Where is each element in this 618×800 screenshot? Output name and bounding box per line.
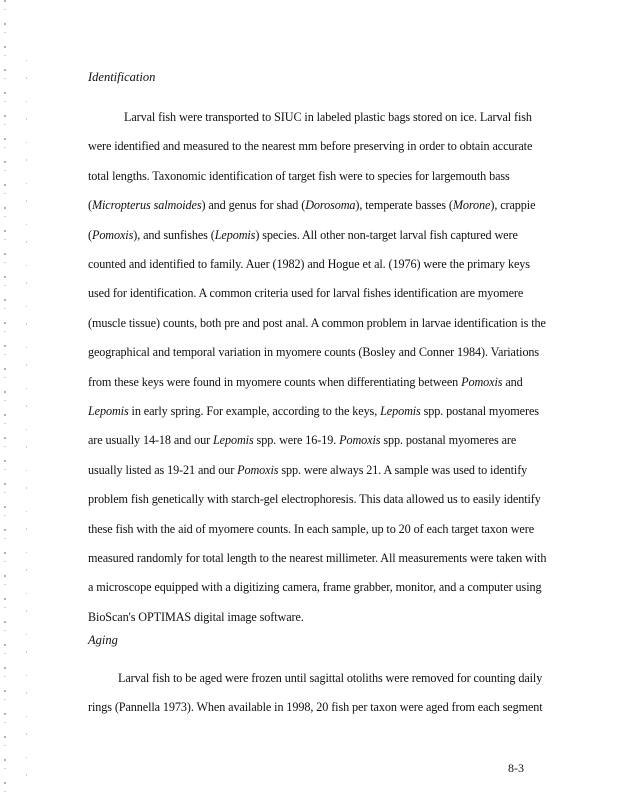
- text-run: (: [88, 198, 92, 213]
- paragraph-line: [88, 492, 541, 507]
- text-run: a microscope equipped with a digitizing camera, frame grabber, monitor, and a computer using: [88, 580, 542, 595]
- italic-taxon-name: Pomoxis: [339, 433, 381, 448]
- text-run: ), crappie: [490, 198, 536, 213]
- text-run: usually listed as 19-21 and our: [88, 462, 238, 477]
- text-run: spp. postanal myomeres: [420, 404, 539, 418]
- section-heading-identification: Identification: [88, 70, 156, 84]
- scan-binding-marks: [26, 60, 27, 780]
- page-number: 8-3: [508, 761, 524, 775]
- italic-taxon-name: Lepomis: [214, 227, 256, 242]
- paragraph-line: [88, 404, 539, 419]
- text-run: ), and sunfishes (: [133, 227, 215, 242]
- text-run: in early spring. For example, according to the keys,: [128, 404, 381, 418]
- paragraph-line: [88, 139, 532, 154]
- text-run: are usually 14-18 and our: [88, 433, 213, 448]
- text-run: ) species. All other non-target larval fish captured were: [255, 227, 518, 242]
- paragraph-line: [88, 522, 534, 537]
- text-run: BioScan's OPTIMAS digital image software.: [88, 609, 304, 624]
- italic-taxon-name: Pomoxis: [461, 374, 503, 389]
- scan-binding-edge: [4, 0, 6, 800]
- text-run: problem fish genetically with starch-gel electrophoresis. This data allowed us to easily identify: [88, 492, 541, 507]
- section-heading-aging: Aging: [88, 633, 118, 647]
- text-run: spp. postanal myomeres are: [380, 433, 517, 448]
- paragraph-line: [88, 433, 516, 448]
- text-run: were identified and measured to the nearest mm before preserving in order to obtain accurate: [88, 139, 533, 154]
- paragraph-line: [88, 345, 539, 360]
- text-run: (muscle tissue) counts, both pre and post anal. A common problem in larvae identification is the: [88, 315, 546, 330]
- text-run: counted and identified to family. Auer (1982) and Hogue et al. (1976) were the primary keys: [88, 257, 530, 271]
- text-run: spp. were always 21. A sample was used to identify: [278, 462, 528, 477]
- italic-taxon-name: Morone: [452, 198, 491, 213]
- paragraph-line: [118, 671, 542, 686]
- italic-taxon-name: Lepomis: [213, 433, 254, 448]
- text-run: ) and genus for shad (: [201, 198, 306, 213]
- paragraph-line: [88, 257, 530, 272]
- italic-taxon-name: Pomoxis: [237, 462, 279, 477]
- paragraph-line: [88, 610, 304, 625]
- text-run: geographical and temporal variation in myomere counts (Bosley and Conner 1984). Variations: [88, 345, 540, 360]
- text-run: total lengths. Taxonomic identification of target fish were to species for largemouth bass: [88, 168, 510, 183]
- text-run: these fish with the aid of myomere counts. In each sample, up to 20 of each target taxon were: [88, 521, 535, 536]
- paragraph-line: [88, 375, 523, 390]
- italic-taxon-name: Lepomis: [380, 404, 421, 418]
- text-run: Larval fish to be aged were frozen until sagittal otoliths were removed for counting daily: [118, 671, 543, 685]
- italic-taxon-name: Dorosoma: [305, 198, 356, 213]
- paragraph-line: [88, 198, 535, 213]
- text-run: and: [502, 374, 523, 389]
- italic-taxon-name: Pomoxis: [91, 227, 134, 242]
- paragraph-line: [88, 700, 543, 715]
- paragraph-line: [88, 463, 527, 478]
- text-run: (: [88, 227, 92, 242]
- italic-taxon-name: Micropterus salmoides: [91, 198, 202, 213]
- paragraph-line: [88, 551, 546, 566]
- text-run: measured randomly for total length to the nearest millimeter. All measurements were taken with: [88, 551, 547, 565]
- text-run: ), temperate basses (: [355, 198, 453, 213]
- text-run: from these keys were found in myomere counts when differentiating between: [88, 374, 462, 389]
- italic-taxon-name: Lepomis: [88, 404, 129, 418]
- paragraph-line: [88, 286, 523, 301]
- text-run: Larval fish were transported to SIUC in labeled plastic bags stored on ice. Larval fish: [124, 110, 532, 124]
- paragraph-line: [124, 110, 532, 125]
- paragraph-line: [88, 316, 546, 331]
- text-run: spp. were 16-19.: [253, 433, 340, 448]
- text-run: rings (Pannella 1973). When available in 1998, 20 fish per taxon were aged from each segment: [88, 700, 543, 714]
- text-run: used for identification. A common criteria used for larval fishes identification are myomere: [88, 286, 524, 301]
- paragraph-line: [88, 169, 510, 184]
- paragraph-line: [88, 228, 518, 243]
- paragraph-line: [88, 580, 541, 595]
